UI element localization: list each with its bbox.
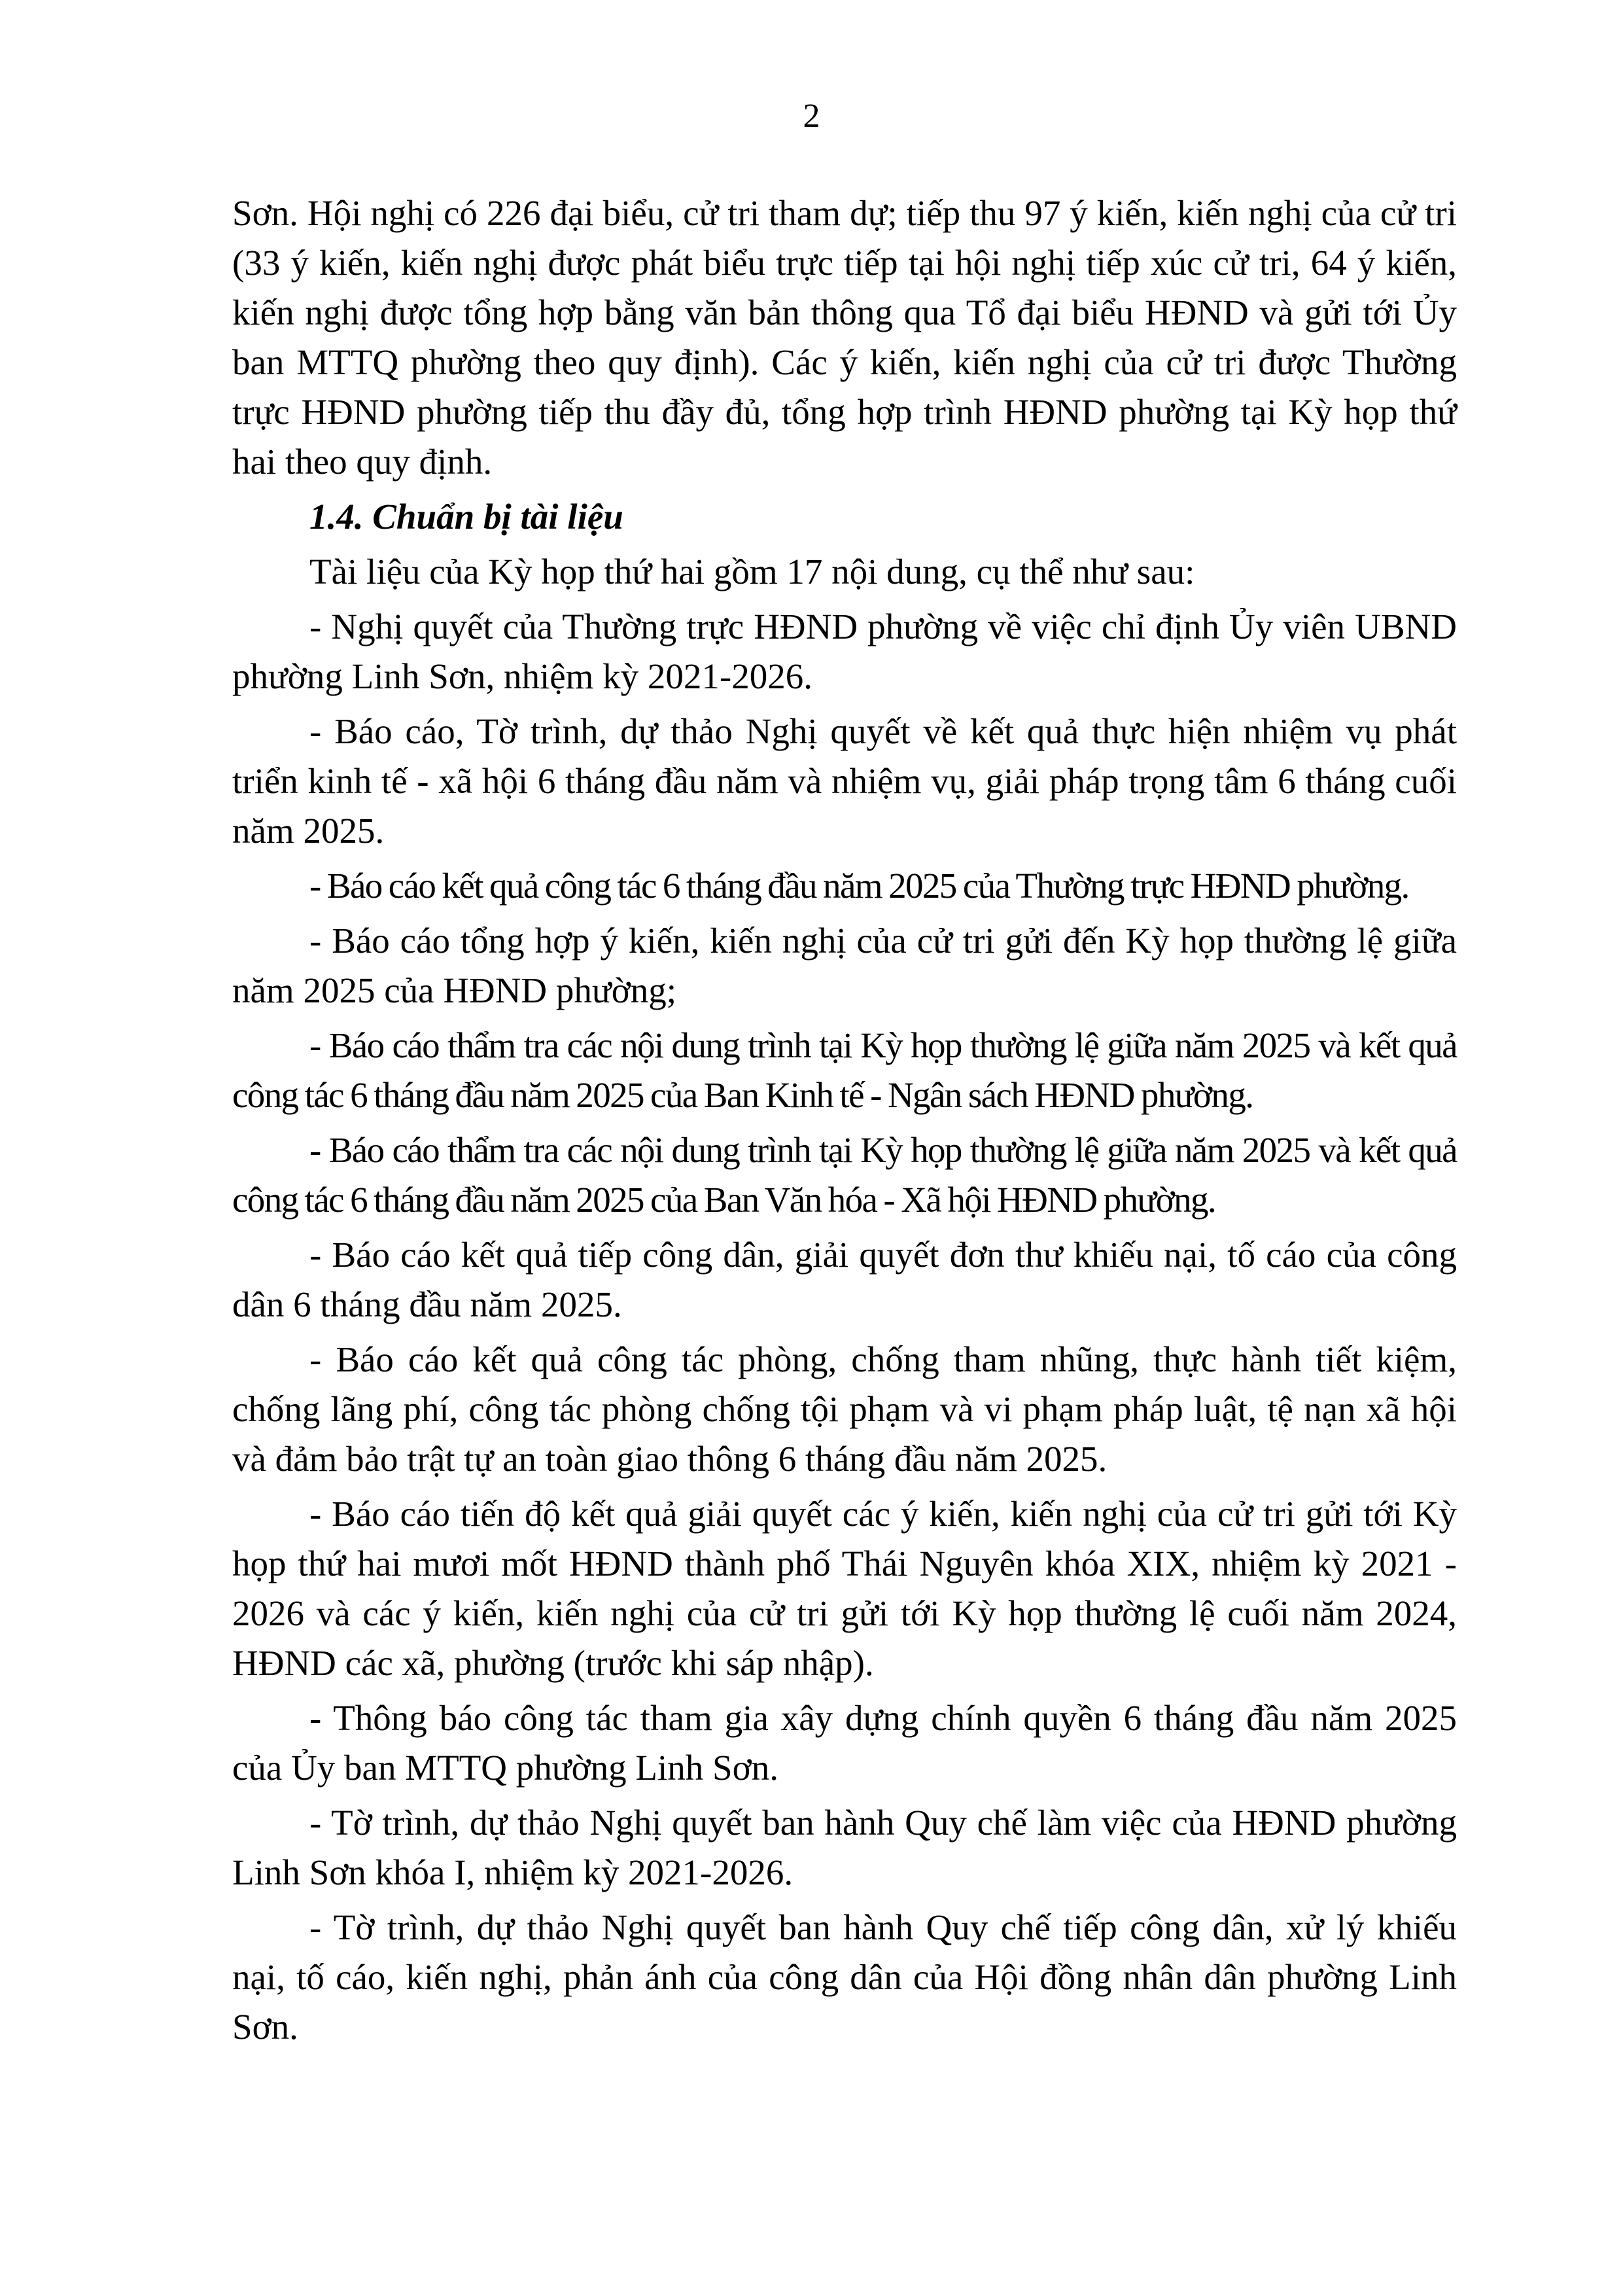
section-intro: Tài liệu của Kỳ họp thứ hai gồm 17 nội dung, cụ thể như sau: [309,552,1195,592]
intro-paragraph: Sơn. Hội nghị có 226 đại biểu, cử tri tham dự; tiếp thu 97 ý kiến, kiến nghị của cử tri (33 ý kiến, kiến nghị được phát biểu trực tiếp tại hội nghị tiếp xúc cử tri, 64 ý kiến, kiến nghị được tổng hợp bằng văn bản thông qua Tổ đại biểu HĐND và gửi tới Ủy ban MTTQ phường theo quy định). Các ý kiến, kiến nghị của cử tri được Thường trực HĐND phường tiếp thu đầy đủ, tổng hợp trình HĐND phường tại Kỳ họp thứ hai theo quy định. [232,193,1457,482]
list-item: - Báo cáo kết quả công tác phòng, chống tham nhũng, thực hành tiết kiệm, chống lãng phí, công tác phòng chống tội phạm và vi phạm pháp luật, tệ nạn xã hội và đảm bảo trật tự an toàn giao thông 6 tháng đầu năm 2025. [232,1339,1457,1479]
list-item: - Nghị quyết của Thường trực HĐND phường về việc chỉ định Ủy viên UBND phường Linh Sơn, nhiệm kỳ 2021-2026. [232,607,1457,696]
list-item: - Thông báo công tác tham gia xây dựng chính quyền 6 tháng đầu năm 2025 của Ủy ban MTTQ phường Linh Sơn. [232,1698,1457,1788]
list-item: - Báo cáo kết quả công tác 6 tháng đầu năm 2025 của Thường trực HĐND phường. [309,866,1409,906]
document-body [232,188,1457,2057]
list-item: - Báo cáo kết quả tiếp công dân, giải quyết đơn thư khiếu nại, tố cáo của công dân 6 tháng đầu năm 2025. [232,1235,1457,1324]
list-item: - Tờ trình, dự thảo Nghị quyết ban hành Quy chế tiếp công dân, xử lý khiếu nại, tố cáo, kiến nghị, phản ánh của công dân của Hội đồng nhân dân phường Linh Sơn. [232,1907,1457,2047]
list-item: - Báo cáo, Tờ trình, dự thảo Nghị quyết về kết quả thực hiện nhiệm vụ phát triển kinh tế - xã hội 6 tháng đầu năm và nhiệm vụ, giải pháp trọng tâm 6 tháng cuối năm 2025. [232,711,1457,851]
page-number: 2 [803,97,820,135]
section-heading: 1.4. Chuẩn bị tài liệu [309,497,623,537]
list-item: - Báo cáo thẩm tra các nội dung trình tại Kỳ họp thường lệ giữa năm 2025 và kết quả công tác 6 tháng đầu năm 2025 của Ban Kinh tế - Ngân sách HĐND phường. [232,1025,1457,1115]
list-item: - Tờ trình, dự thảo Nghị quyết ban hành Quy chế làm việc của HĐND phường Linh Sơn khóa I, nhiệm kỳ 2021-2026. [232,1803,1457,1892]
list-item: - Báo cáo thẩm tra các nội dung trình tại Kỳ họp thường lệ giữa năm 2025 và kết quả công tác 6 tháng đầu năm 2025 của Ban Văn hóa - Xã hội HĐND phường. [232,1130,1457,1220]
list-item: - Báo cáo tiến độ kết quả giải quyết các ý kiến, kiến nghị của cử tri gửi tới Kỳ họp thứ hai mươi mốt HĐND thành phố Thái Nguyên khóa XIX, nhiệm kỳ 2021 - 2026 và các ý kiến, kiến nghị của cử tri gửi tới Kỳ họp thường lệ cuối năm 2024, HĐND các xã, phường (trước khi sáp nhập). [232,1494,1457,1683]
list-item: - Báo cáo tổng hợp ý kiến, kiến nghị của cử tri gửi đến Kỳ họp thường lệ giữa năm 2025 của HĐND phường; [232,921,1457,1010]
